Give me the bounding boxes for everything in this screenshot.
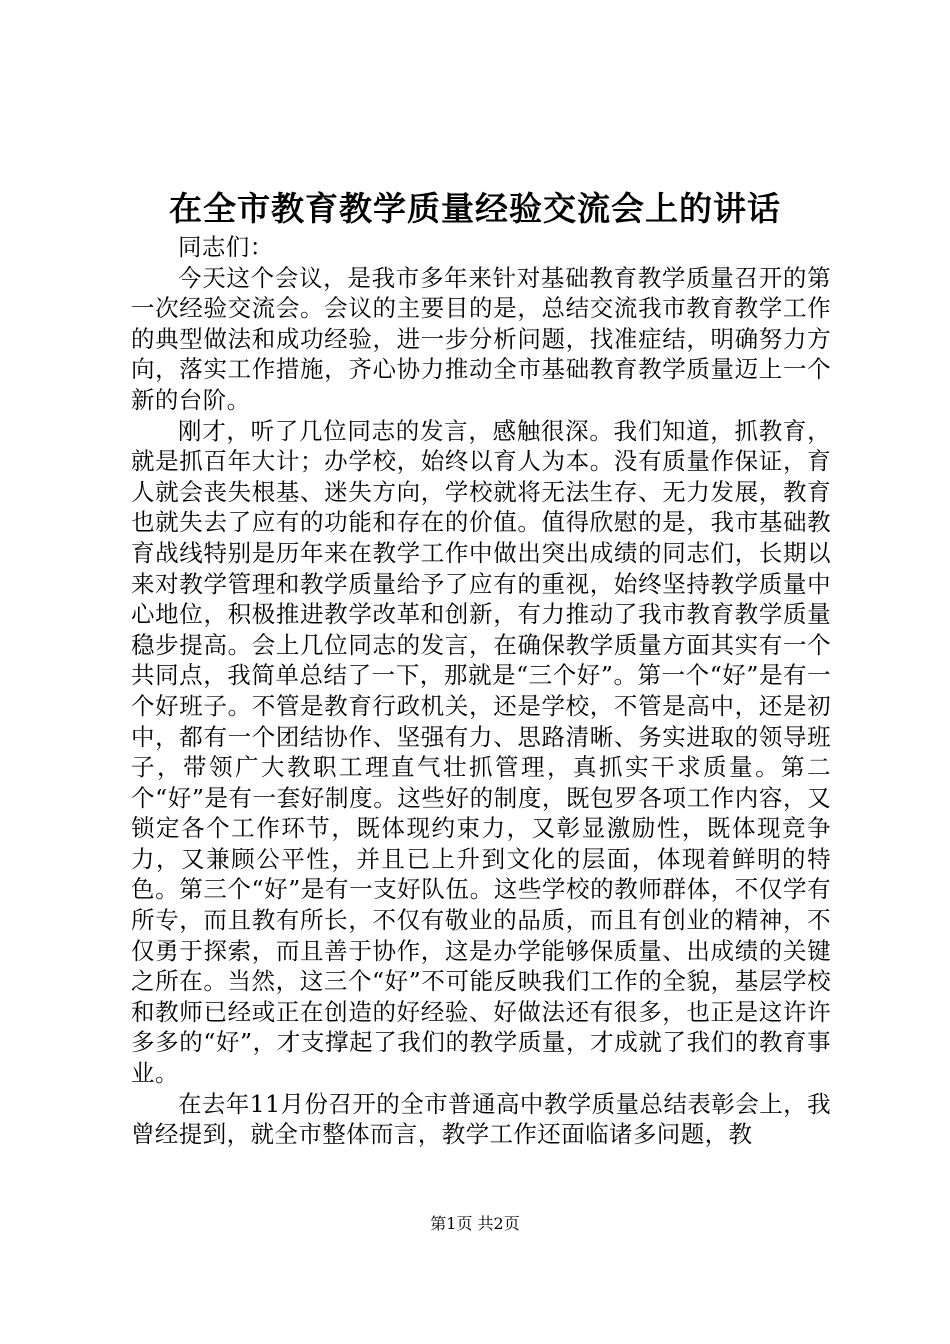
document-title: 在全市教育教学质量经验交流会上的讲话 <box>169 189 781 228</box>
page-footer: 第1页 共2页 <box>430 1214 520 1233</box>
paragraph-3: 在去年11月份召开的全市普通高中教学质量总结表彰会上，我曾经提到，就全市整体而言，教学工作还面临诸多问题，教 <box>131 1089 831 1149</box>
paragraph-2: 刚才，听了几位同志的发言，感触很深。我们知道，抓教育，就是抓百年大计；办学校，始终以育人为本。没有质量作保证，育人就会丧失根基、迷失方向，学校就将无法生存、无力发展，教育也就失去了应有的功能和存在的价值。值得欣慰的是，我市基础教育战线特别是历年来在教学工作中做出突出成绩的同志们，长期以来对教学管理和教学质量给予了应有的重视，始终坚持教学质量中心地位，积极推进教学改革和创新，有力推动了我市教育教学质量稳步提高。会上几位同志的发言，在确保教学质量方面其实有一个共同点，我简单总结了一下，那就是“三个好”。第一个“好”是有一个好班子。不管是教育行政机关，还是学校，不管是高中，还是初中，都有一个团结协作、坚强有力、思路清晰、务实进取的领导班子，带领广大教职工理直气壮抓管理，真抓实干求质量。第二个“好”是有一套好制度。这些好的制度，既包罗各项工作内容，又锁定各个工作环节，既体现约束力，又彰显激励性，既体现竞争力，又兼顾公平性，并且已上升到文化的层面，体现着鲜明的特色。第三个“好”是有一支好队伍。这些学校的教师群体，不仅学有所专，而且教有所长，不仅有敬业的品质，而且有创业的精神，不仅勇于探索，而且善于协作，这是办学能够保质量、出成绩的关键之所在。当然，这三个“好”不可能反映我们工作的全貌，基层学校和教师已经或正在创造的好经验、好做法还有很多，也正是这许许多多的“好”，才支撑起了我们的教学质量，才成就了我们的教育事业。 <box>131 416 831 1088</box>
salutation: 同志们： <box>178 233 274 261</box>
paragraph-1: 今天这个会议，是我市多年来针对基础教育教学质量召开的第一次经验交流会。会议的主要目的是，总结交流我市教育教学工作的典型做法和成功经验，进一步分析问题，找准症结，明确努力方向，落实工作措施，齐心协力推动全市基础教育教学质量迈上一个新的台阶。 <box>131 263 831 414</box>
document-body <box>131 232 831 1150</box>
